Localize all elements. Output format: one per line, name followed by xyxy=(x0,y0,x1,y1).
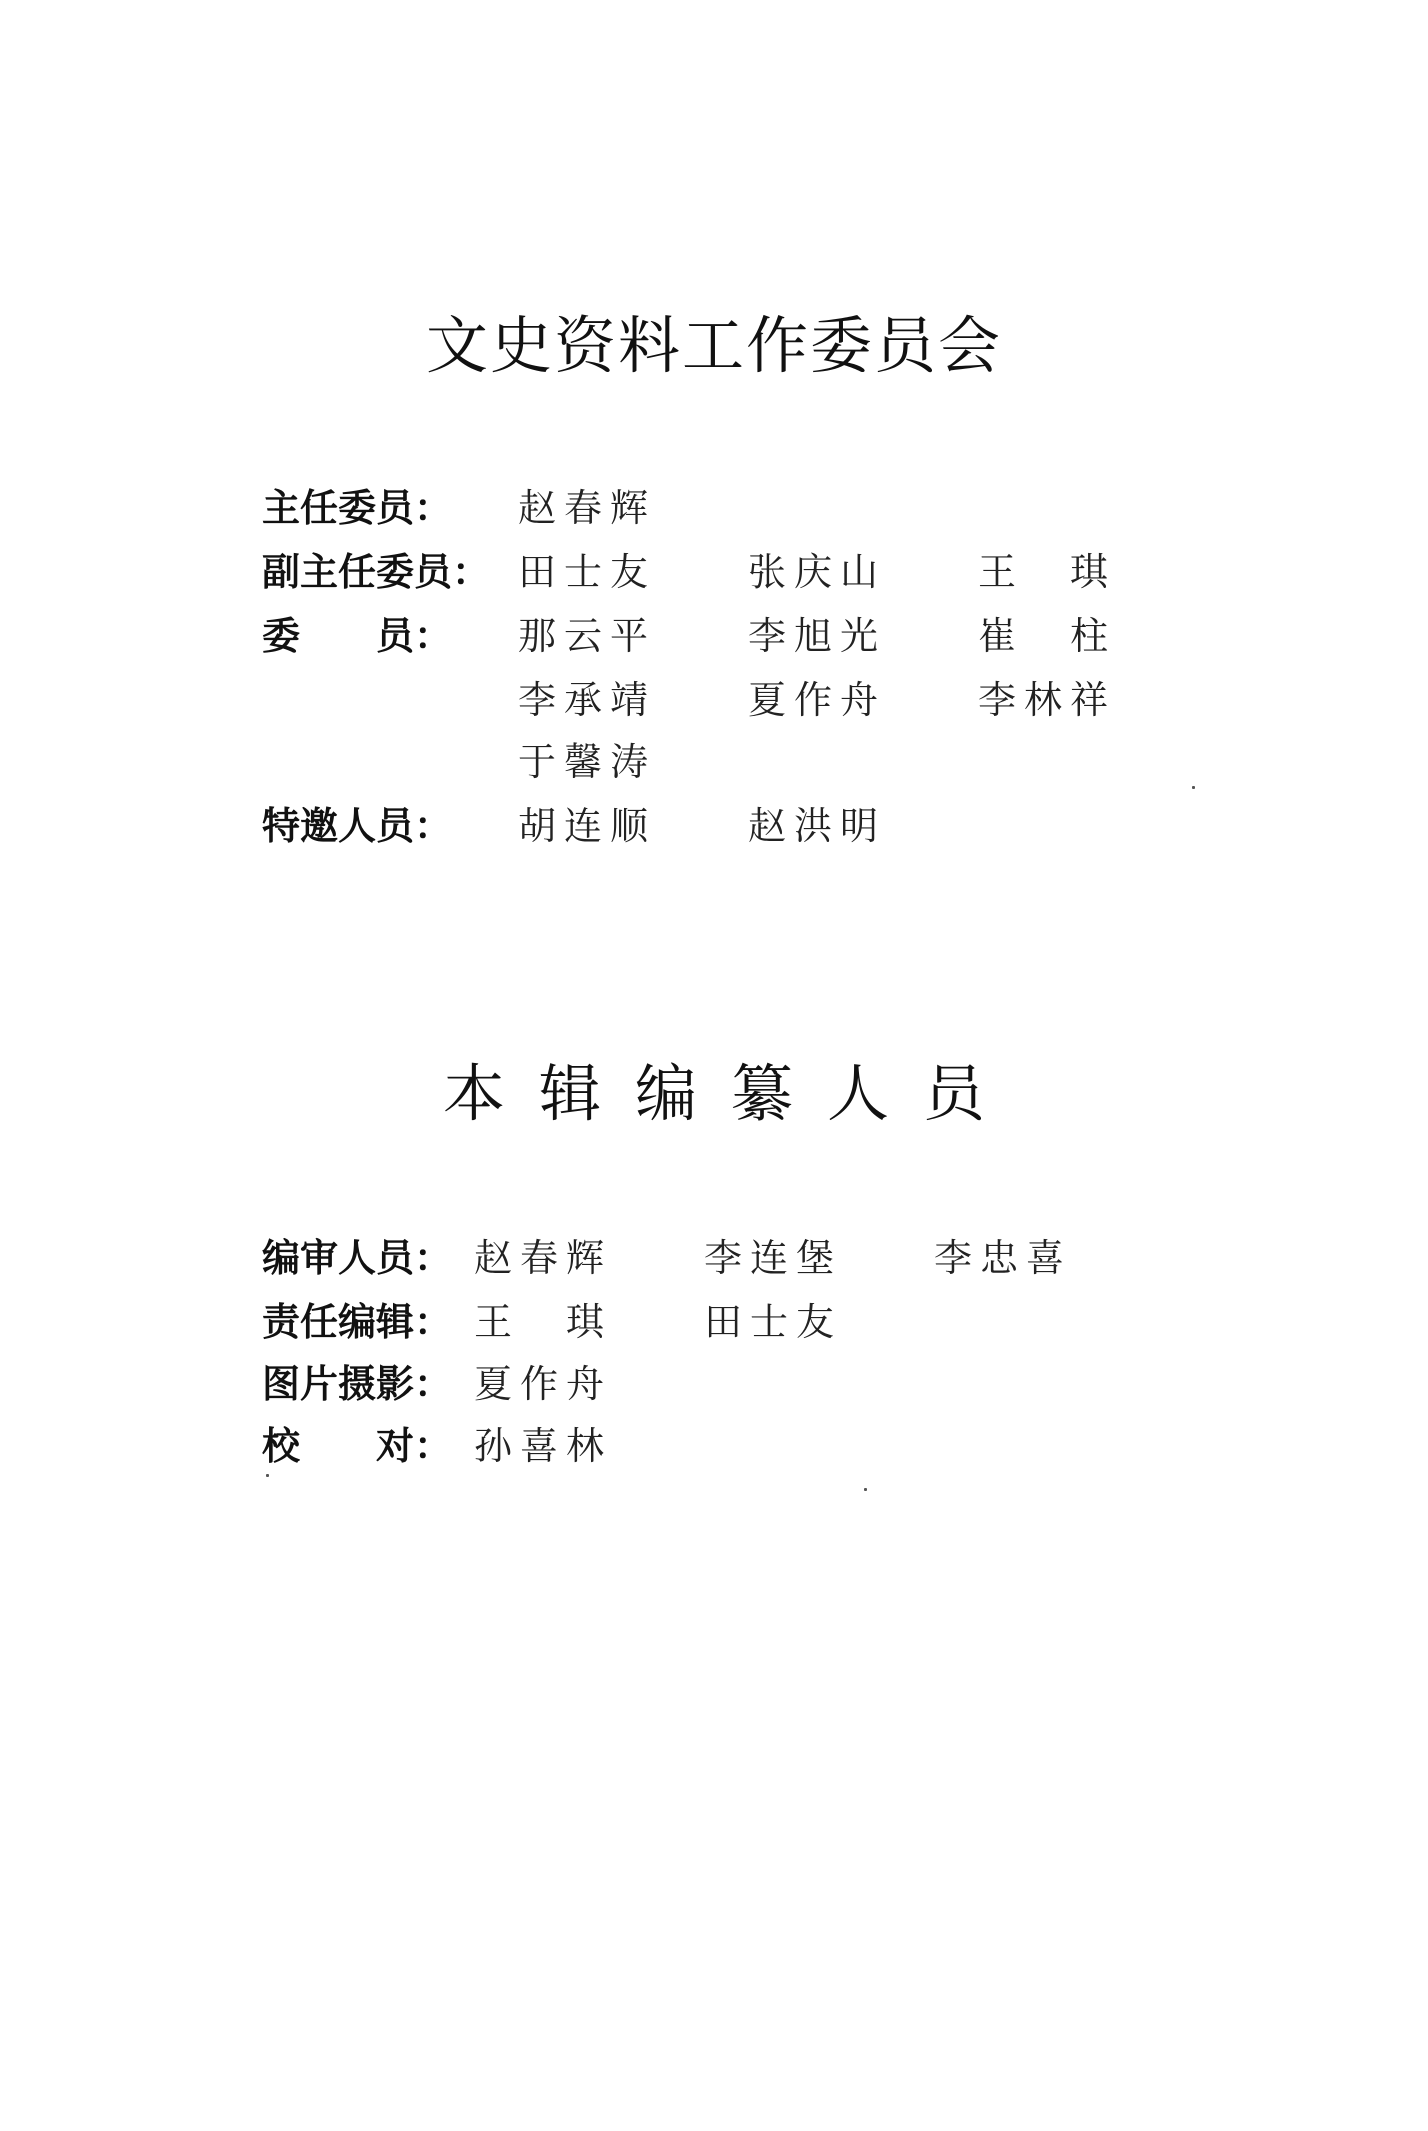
committee-row-chair-name-1: 赵春辉 xyxy=(518,486,657,530)
scan-speck xyxy=(1192,786,1195,789)
committee-row-members-cont-name-3: 李林祥 xyxy=(978,678,1117,722)
committee-row-members-cont-name-2: 夏作舟 xyxy=(748,678,887,722)
committee-row-members-cont-name-1: 李承靖 xyxy=(518,678,657,722)
editors-row-reviewers-name-2: 李连堡 xyxy=(704,1236,843,1280)
editors-row-photo-name-1: 夏作舟 xyxy=(474,1362,613,1406)
committee-row-invited-label: 特邀人员： xyxy=(262,804,453,848)
committee-row-vice-chair-name-2: 张庆山 xyxy=(748,550,887,594)
committee-row-vice-chair-label: 副主任委员： xyxy=(262,550,491,594)
scan-speck xyxy=(266,1474,269,1477)
committee-row-vice-chair-name-1: 田士友 xyxy=(518,550,657,594)
editors-row-responsible-name-1: 王 琪 xyxy=(474,1300,613,1344)
editors-row-proofread-label: 校 对： xyxy=(262,1424,453,1468)
editors-row-reviewers-name-3: 李忠喜 xyxy=(934,1236,1073,1280)
committee-row-chair-label: 主任委员： xyxy=(262,486,453,530)
editors-row-responsible-label: 责任编辑： xyxy=(262,1300,453,1344)
committee-row-members-cont2-name-1: 于馨涛 xyxy=(518,740,657,784)
committee-row-vice-chair-name-3: 王 琪 xyxy=(978,550,1117,594)
editors-row-reviewers-name-1: 赵春辉 xyxy=(474,1236,613,1280)
committee-row-members-label: 委 员： xyxy=(262,614,453,658)
committee-row-members-name-1: 那云平 xyxy=(518,614,657,658)
committee-row-invited-name-1: 胡连顺 xyxy=(518,804,657,848)
committee-title: 文史资料工作委员会 xyxy=(425,309,1002,382)
committee-row-invited-name-2: 赵洪明 xyxy=(748,804,887,848)
editors-row-proofread-name-1: 孙喜林 xyxy=(474,1424,613,1468)
editors-row-reviewers-label: 编审人员： xyxy=(262,1236,453,1280)
committee-row-members-name-3: 崔 柱 xyxy=(978,614,1117,658)
committee-row-members-name-2: 李旭光 xyxy=(748,614,887,658)
editors-row-responsible-name-2: 田士友 xyxy=(704,1300,843,1344)
scan-speck xyxy=(864,1488,867,1491)
editors-row-photo-label: 图片摄影： xyxy=(262,1362,453,1406)
editors-title: 本辑编纂人员 xyxy=(442,1057,1019,1130)
